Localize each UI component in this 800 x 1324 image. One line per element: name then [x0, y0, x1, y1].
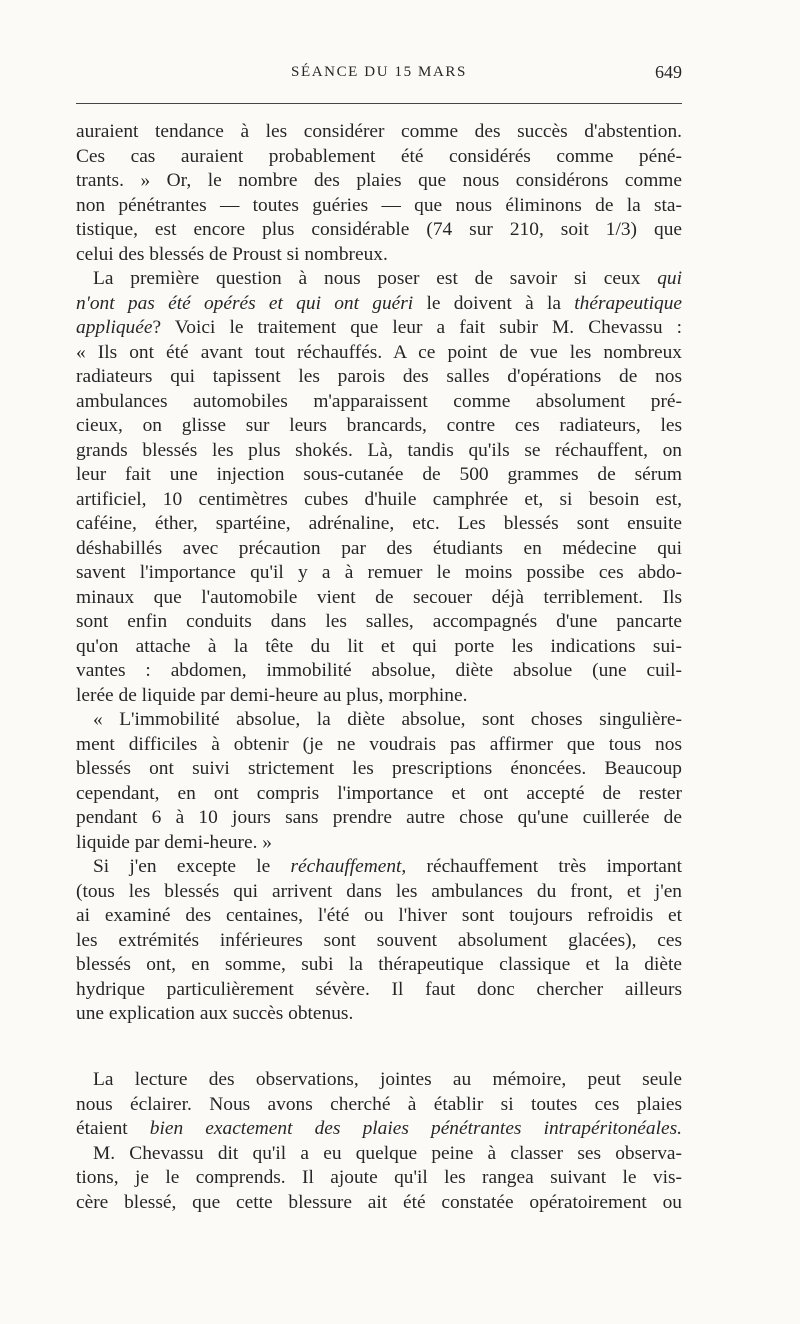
- text-line: grands blessés les plus shokés. Là, tandis qu'ils se réchauffent, on: [76, 439, 682, 461]
- running-header: [76, 62, 682, 92]
- text-line: [76, 292, 682, 317]
- text-run: ? Voici le traitement que leur a fait subir M. Chevassu :: [152, 317, 682, 338]
- text-line: La lecture des observations, jointes au mémoire, peut seule: [93, 1069, 682, 1090]
- text-line: (tous les blessés qui arrivent dans les ambulances du front, et j'en: [76, 880, 682, 902]
- text-line: blessés ont suivi strictement les prescriptions énoncées. Beaucoup: [76, 758, 682, 779]
- text-run: Si j'en excepte le: [93, 856, 291, 877]
- text-line: radiateurs qui tapissent les parois des salles d'opérations de nos: [76, 366, 682, 387]
- text-line: cieux, on glisse sur leurs brancards, contre ces radiateurs, les: [76, 415, 682, 436]
- text-line: liquide par demi-heure. »: [76, 831, 272, 853]
- header-rule: [76, 103, 682, 104]
- text-line: caféine, éther, spartéine, adrénaline, etc. Les blessés sont ensuite: [76, 513, 682, 534]
- text-line: sont enfin conduits dans les salles, accompagnés d'une pancarte: [76, 611, 682, 632]
- text-line: cère blessé, que cette blessure ait été constatée opératoirement ou: [76, 1191, 682, 1213]
- text-line: une explication aux succès obtenus.: [76, 1003, 354, 1024]
- text-line: vantes : abdomen, immobilité absolue, diète absolue (une cuil-: [76, 660, 682, 681]
- text-line: pendant 6 à 10 jours sans prendre autre chose qu'une cuillerée de: [76, 807, 682, 828]
- text-line: artificiel, 10 centimètres cubes d'huile camphrée et, si besoin est,: [76, 488, 682, 510]
- text-line: Ces cas auraient probablement été considérés comme péné-: [76, 145, 682, 167]
- text-line: minaux que l'automobile vient de secouer déjà terriblement. Ils: [76, 586, 682, 608]
- text-line: M. Chevassu dit qu'il a eu quelque peine à classer ses observa-: [93, 1142, 682, 1164]
- text-line: leur fait une injection sous-cutanée de 500 grammes de sérum: [76, 464, 682, 485]
- text-run: La première question à nous poser est de savoir si ceux: [93, 268, 658, 289]
- italic-run: qui: [657, 268, 682, 289]
- text-run: étaient: [76, 1118, 150, 1139]
- italic-run: bien exactement des plaies pénétrantes intrapéritonéales.: [149, 1118, 682, 1139]
- text-line: trants. » Or, le nombre des plaies que nous considérons comme: [76, 170, 682, 191]
- text-line: ment difficiles à obtenir (je ne voudrais pas affirmer que tous nos: [76, 733, 682, 755]
- text-run: le doivent à la: [413, 292, 575, 314]
- body-text-block: [76, 120, 682, 1027]
- text-line: auraient tendance à les considérer comme des succès d'abstention.: [76, 121, 682, 142]
- text-line: non pénétrantes — toutes guéries — que nous éliminons de la sta-: [76, 194, 682, 216]
- text-line: « L'immobilité absolue, la diète absolue, sont choses singulière-: [93, 709, 682, 730]
- body-text-block: [76, 1068, 682, 1215]
- italic-run: réchauffement: [290, 856, 402, 877]
- italic-run: n'ont pas été opérés et qui ont guéri: [76, 292, 414, 314]
- text-line: les extrémités inférieures sont souvent absolument glacées), ces: [76, 929, 682, 951]
- text-line: « Ils ont été avant tout réchauffés. A ce point de vue les nombreux: [76, 341, 682, 363]
- text-line: [76, 1117, 682, 1142]
- text-line: tistique, est encore plus considérable (74 sur 210, soit 1/3) que: [76, 219, 682, 240]
- text-line: tions, je le comprends. Il ajoute qu'il les rangea suivant le vis-: [76, 1167, 682, 1188]
- text-line: lerée de liquide par demi-heure au plus, morphine.: [76, 684, 468, 706]
- text-line: [76, 855, 682, 880]
- text-line: [76, 267, 682, 292]
- text-line: hydrique particulièrement sévère. Il faut donc chercher ailleurs: [76, 978, 682, 1000]
- text-line: nous éclairer. Nous avons cherché à établir si toutes ces plaies: [76, 1093, 682, 1115]
- text-line: celui des blessés de Proust si nombreux.: [76, 243, 388, 265]
- header-title: SÉANCE DU 15 MARS: [291, 64, 467, 80]
- text-line: blessés ont, en somme, subi la thérapeutique classique et la diète: [76, 954, 682, 975]
- text-line: qu'on attache à la tête du lit et qui porte les indications sui-: [76, 635, 682, 657]
- text-line: cependant, en ont compris l'importance et ont accepté de rester: [76, 782, 682, 804]
- text-line: ambulances automobiles m'apparaissent comme absolument pré-: [76, 390, 682, 412]
- text-line: savent l'importance qu'il y a à remuer le moins possibe ces abdo-: [76, 562, 682, 583]
- italic-run: thérapeutique: [574, 292, 682, 314]
- text-line: [76, 316, 682, 341]
- page-number: 649: [655, 62, 682, 82]
- text-run: , réchauffement très important: [401, 856, 682, 877]
- text-line: ai examiné des centaines, l'été ou l'hiver sont toujours refroidis et: [76, 905, 682, 926]
- italic-run: appliquée: [76, 317, 153, 338]
- text-line: déshabillés avec précaution par des étudiants en médecine qui: [76, 537, 682, 559]
